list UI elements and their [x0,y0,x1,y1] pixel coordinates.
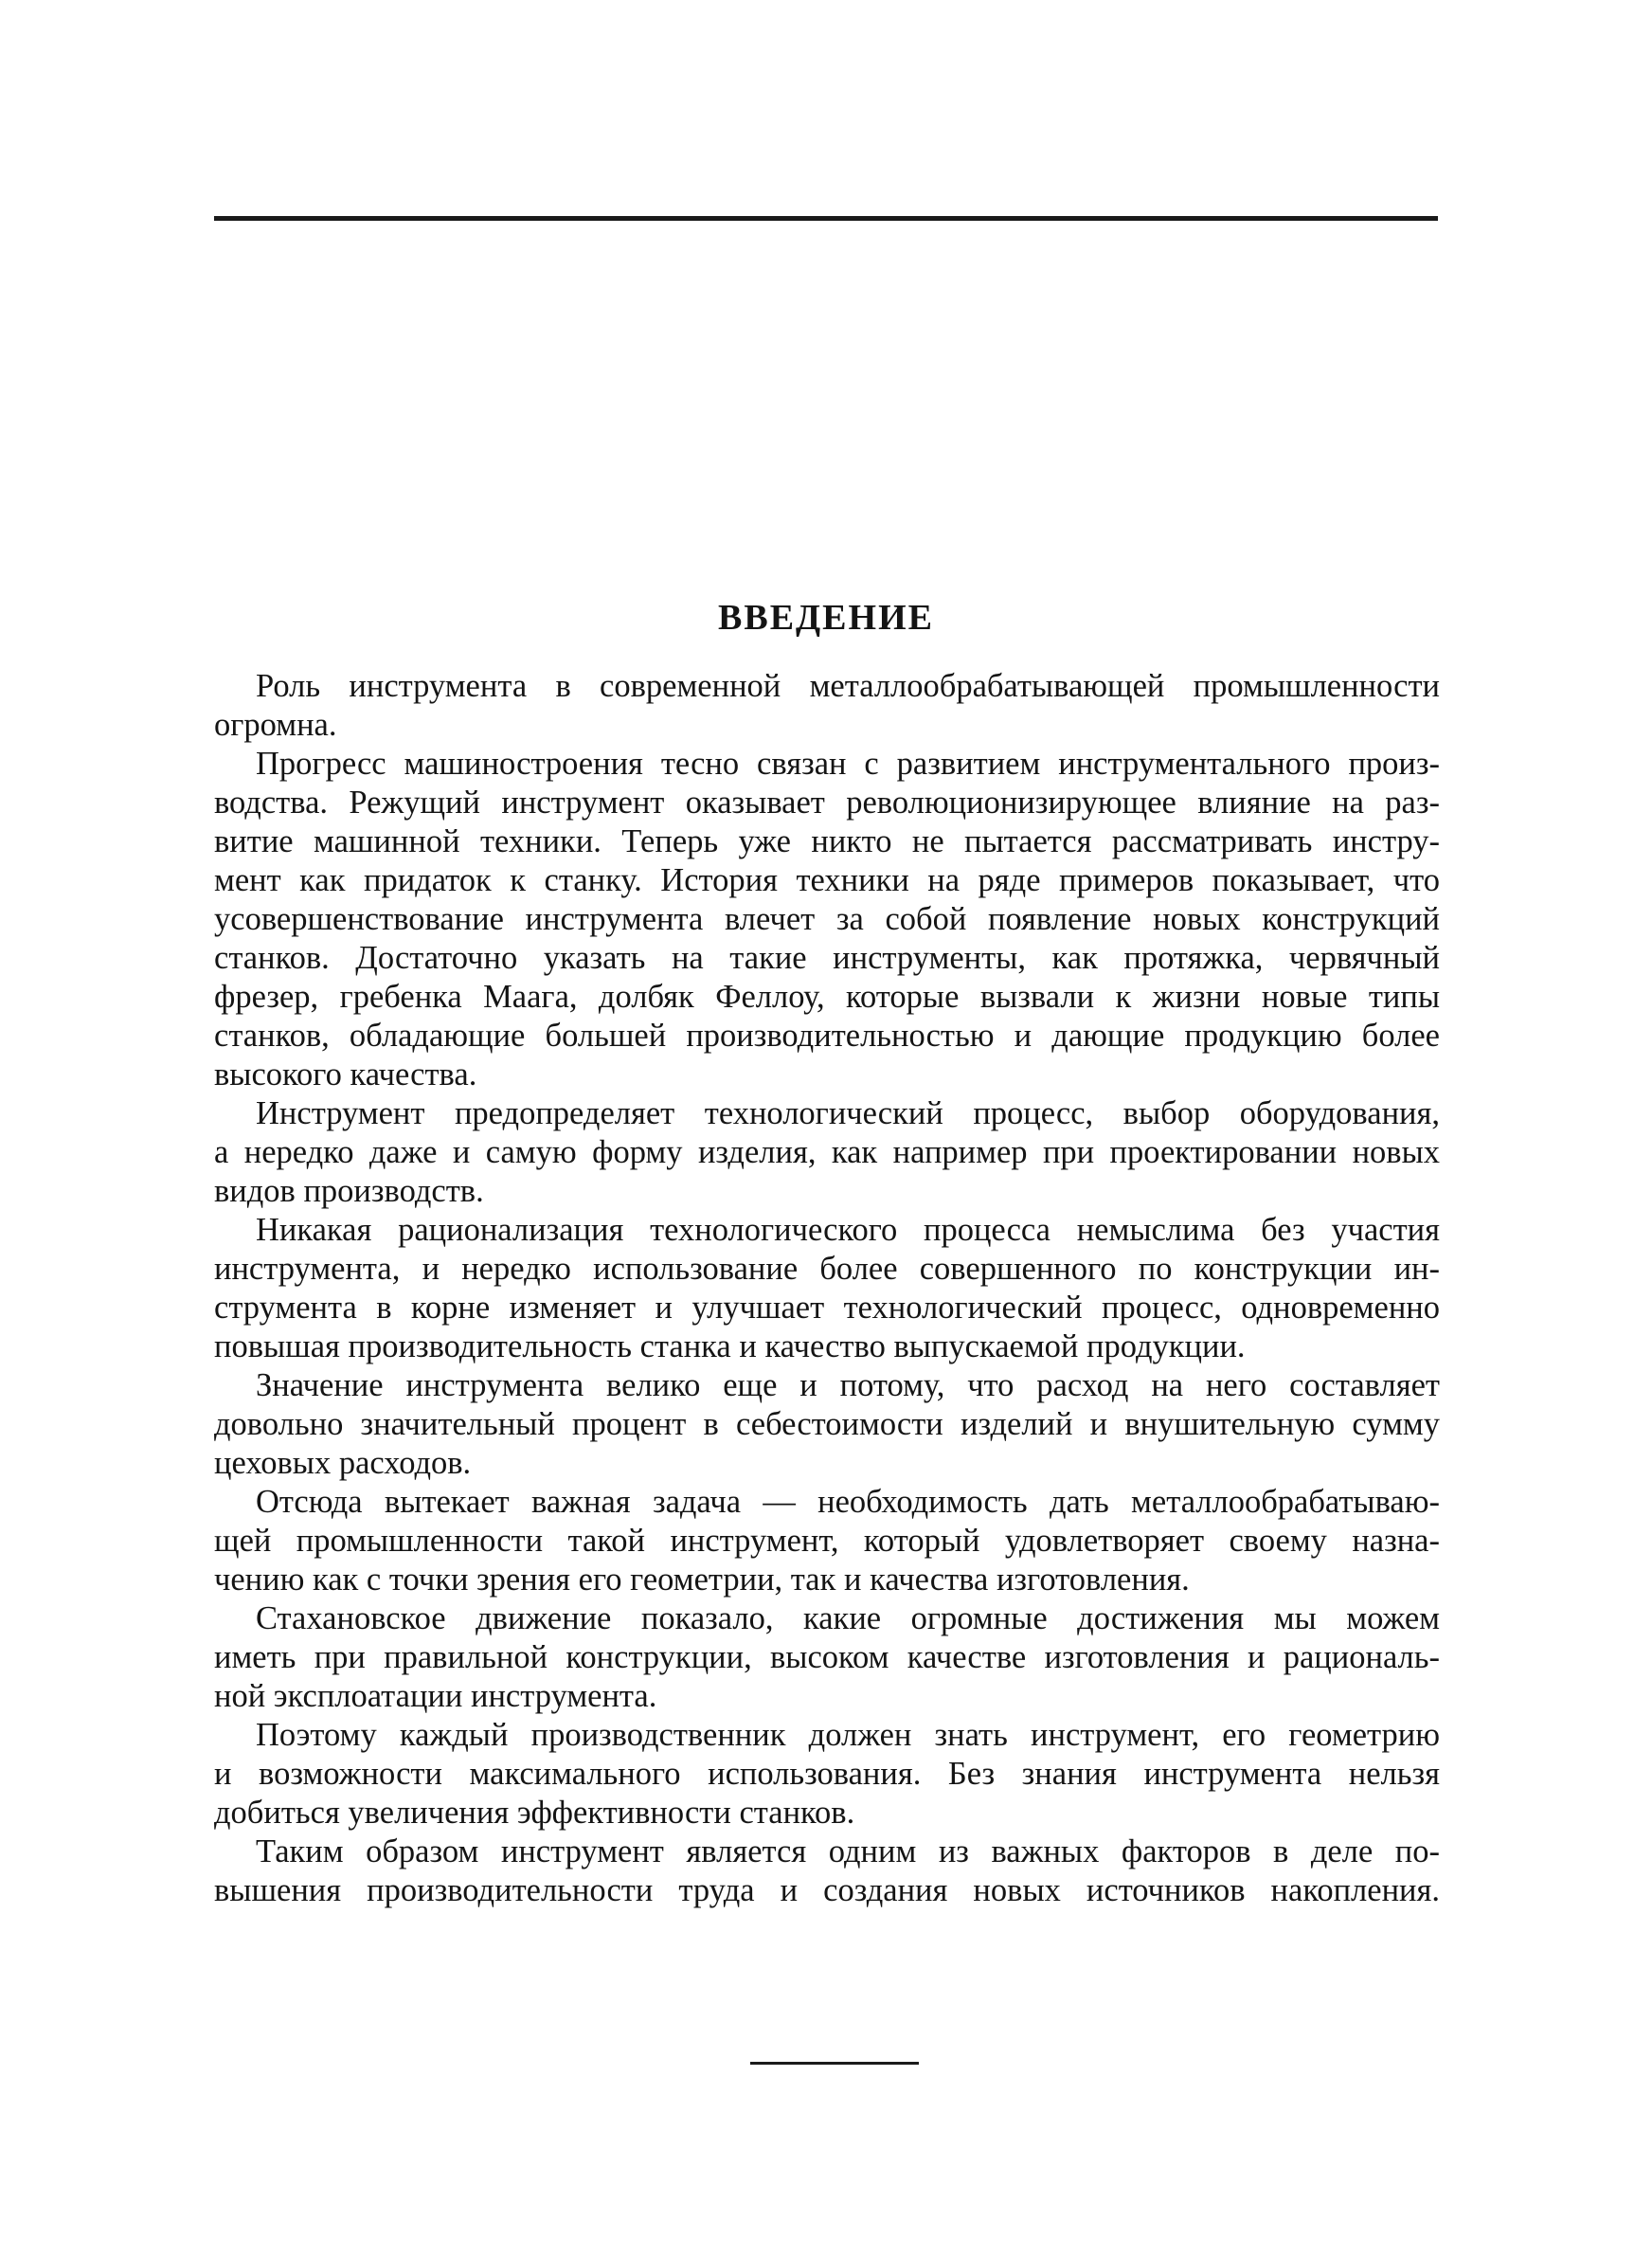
text-line: Инструмент предопределяет технологический процесс, выбор оборудования, [256,1095,1440,1131]
text-line: Значение инструмента велико еще и потому, что расход на него составляет [256,1367,1440,1403]
paragraph-8 [214,1716,1440,1833]
paragraph-9 [214,1833,1440,1910]
text-line: повышая производительность станка и качество выпускаемой продукции. [214,1328,1246,1364]
text-line: мент как придаток к станку. История техники на ряде примеров показывает, что [214,862,1440,898]
text-line: Таким образом инструмент является одним из важных факторов в деле по- [256,1833,1440,1869]
text-line: водства. Режущий инструмент оказывает революционизирующее влияние на раз- [214,785,1440,821]
paragraph-2 [214,745,1440,1094]
text-line: а нередко даже и самую форму изделия, как например при проектировании новых [214,1134,1440,1170]
text-line: довольно значительный процент в себестоимости изделий и внушительную сумму [214,1406,1440,1442]
text-line: Поэтому каждый производственник должен знать инструмент, его геометрию [256,1717,1440,1753]
paragraph-3 [214,1094,1440,1211]
text-line: Роль инструмента в современной металлообрабатывающей промышленности [256,668,1440,704]
paragraph-1 [214,667,1440,745]
text-line: Прогресс машиностроения тесно связан с развитием инструментального произ- [256,746,1440,782]
text-line: ной эксплоатации инструмента. [214,1678,657,1714]
top-rule [214,216,1438,221]
text-line: станков, обладающие большей производительностью и дающие продукцию более [214,1018,1440,1054]
text-line: высокого качества. [214,1056,477,1092]
text-line: и возможности максимального использования. Без знания инструмента нельзя [214,1756,1440,1792]
text-line: станков. Достаточно указать на такие инструменты, как протяжка, червячный [214,940,1440,976]
text-line: видов производств. [214,1173,484,1209]
text-line: Стахановское движение показало, какие огромные достижения мы можем [256,1600,1440,1636]
text-line: Отсюда вытекает важная задача — необходимость дать металлообрабатываю- [256,1484,1440,1520]
text-line: инструмента, и нередко использование более совершенного по конструкции ин- [214,1251,1440,1287]
text-line: цеховых расходов. [214,1445,472,1481]
text-line: фрезер, гребенка Маага, долбяк Феллоу, которые вызвали к жизни новые типы [214,979,1440,1015]
text-line: вышения производительности труда и создания новых источников накопления. [214,1872,1440,1908]
text-line: Никакая рационализация технологического процесса немыслима без участия [256,1212,1440,1248]
bottom-rule [750,2062,919,2065]
paragraph-7 [214,1599,1440,1716]
paragraph-5 [214,1366,1440,1483]
text-line: витие машинной техники. Теперь уже никто не пытается рассматривать инстру- [214,823,1440,859]
paragraph-6 [214,1483,1440,1599]
text-line: добиться увеличения эффективности станков. [214,1795,855,1831]
body-text [214,667,1440,1910]
text-line: усовершенствование инструмента влечет за собой появление новых конструкций [214,901,1440,937]
paragraph-4 [214,1211,1440,1366]
text-line: чению как с точки зрения его геометрии, так и качества изготовления. [214,1562,1190,1598]
text-line: огромна. [214,707,337,743]
text-line: иметь при правильной конструкции, высоком качестве изготовления и рациональ- [214,1639,1440,1675]
text-line: струмента в корне изменяет и улучшает технологический процесс, одновременно [214,1290,1440,1326]
text-line: щей промышленности такой инструмент, который удовлетворяет своему назна- [214,1523,1440,1559]
page-title: ВВЕДЕНИЕ [718,598,934,638]
